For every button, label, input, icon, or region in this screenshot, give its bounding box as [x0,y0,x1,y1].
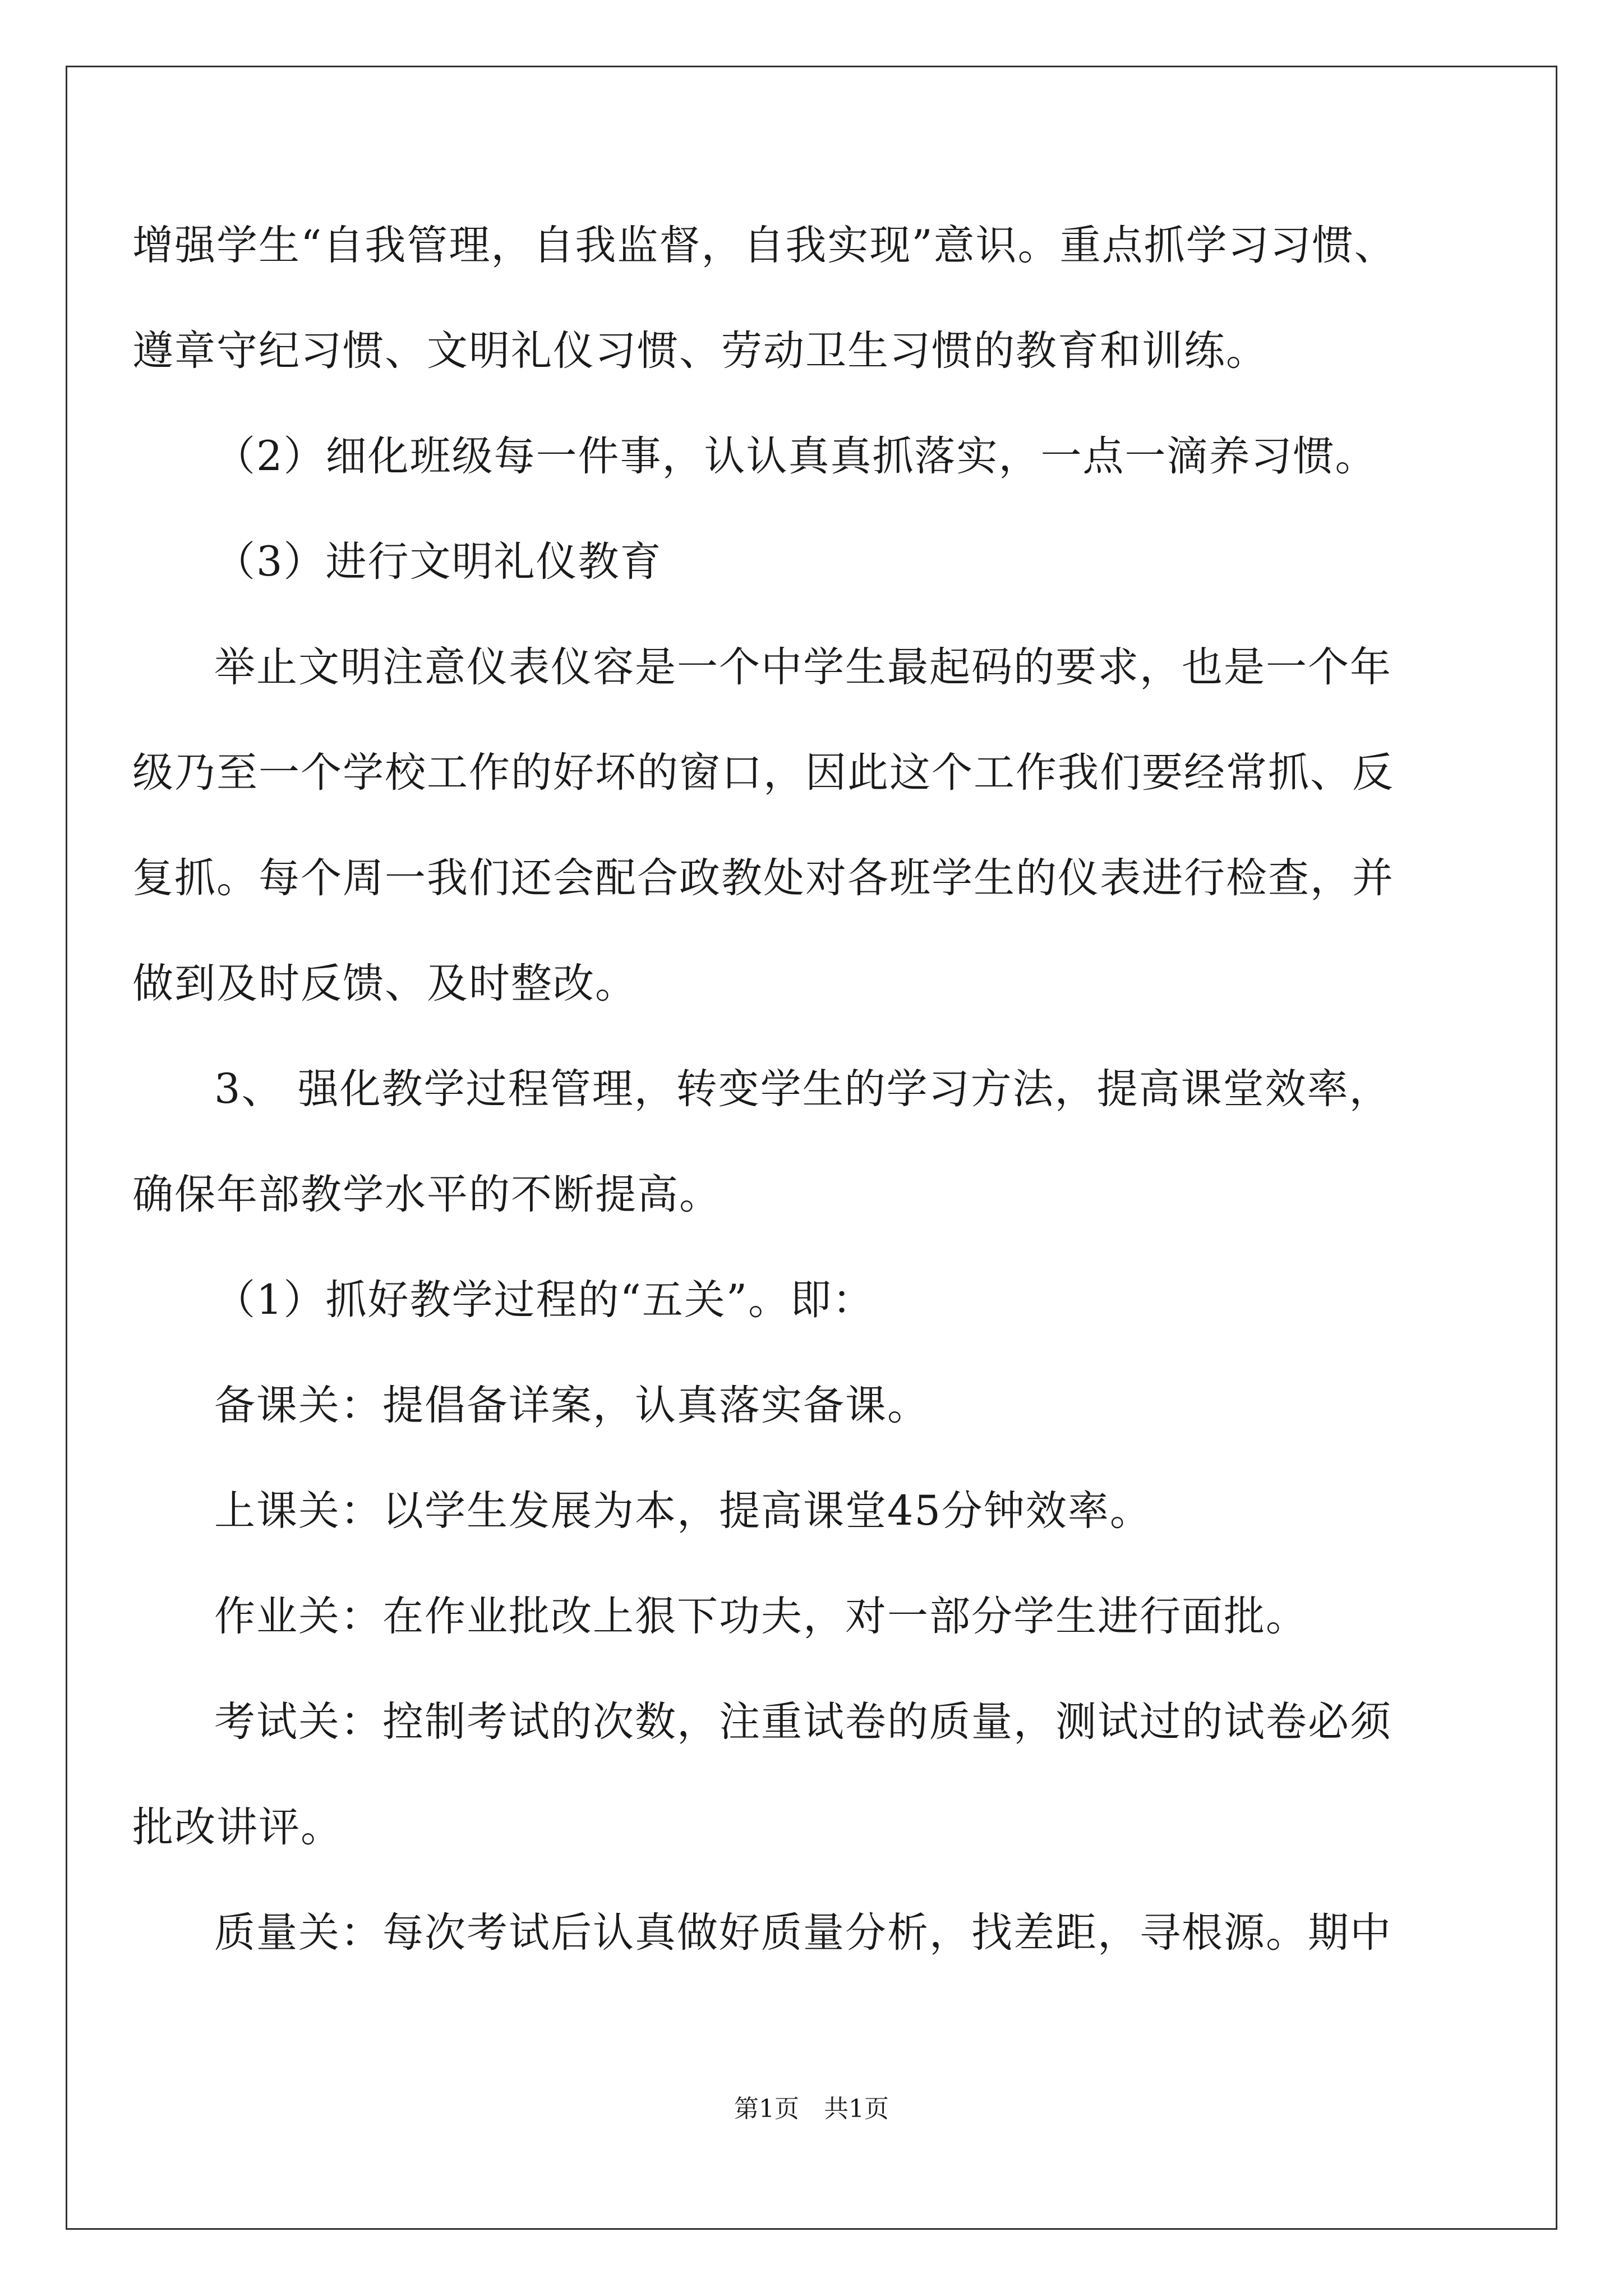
text-line: 做到及时反馈、及时整改。 [132,960,637,1007]
section-heading: （3）进行文明礼仪教育 [214,538,662,586]
section-heading: 3、 强化教学过程管理，转变学生的学习方法，提高课堂效率， [214,1065,1391,1113]
text-line: 遵章守纪习惯、文明礼仪习惯、劳动卫生习惯的教育和训练。 [132,327,1268,375]
page-total: 共1页 [824,2095,889,2123]
list-item: 质量关：每次考试后认真做好质量分析，找差距，寻根源。期中 [214,1909,1392,1957]
text-line: 级乃至一个学校工作的好坏的窗口，因此这个工作我们要经常抓、反 [132,749,1394,797]
list-item: 备课关：提倡备详案，认真落实备课。 [214,1382,929,1429]
text-line: （2）细化班级每一件事，认认真真抓落实，一点一滴养习惯。 [214,432,1377,480]
page-number: 第1页 [734,2095,799,2123]
text-line: 批改讲评。 [132,1803,343,1851]
text-line: 复抓。每个周一我们还会配合政教处对各班学生的仪表进行检查，并 [132,854,1394,902]
list-item: 作业关：在作业批改上狠下功夫，对一部分学生进行面批。 [214,1593,1308,1640]
document-body [132,193,1490,1986]
page-footer [0,2092,1623,2126]
list-item: 考试关：控制考试的次数，注重试卷的质量，测试过的试卷必须 [214,1698,1392,1746]
text-line: 增强学生“自我管理，自我监督，自我实现”意识。重点抓学习习惯、 [132,222,1396,269]
list-item: 上课关：以学生发展为本，提高课堂45分钟效率。 [214,1487,1152,1535]
text-line: 确保年部教学水平的不断提高。 [132,1171,721,1218]
text-line: （1）抓好教学过程的“五关”。即： [214,1276,875,1324]
text-line: 举止文明注意仪表仪容是一个中学生最起码的要求，也是一个年 [214,643,1392,691]
